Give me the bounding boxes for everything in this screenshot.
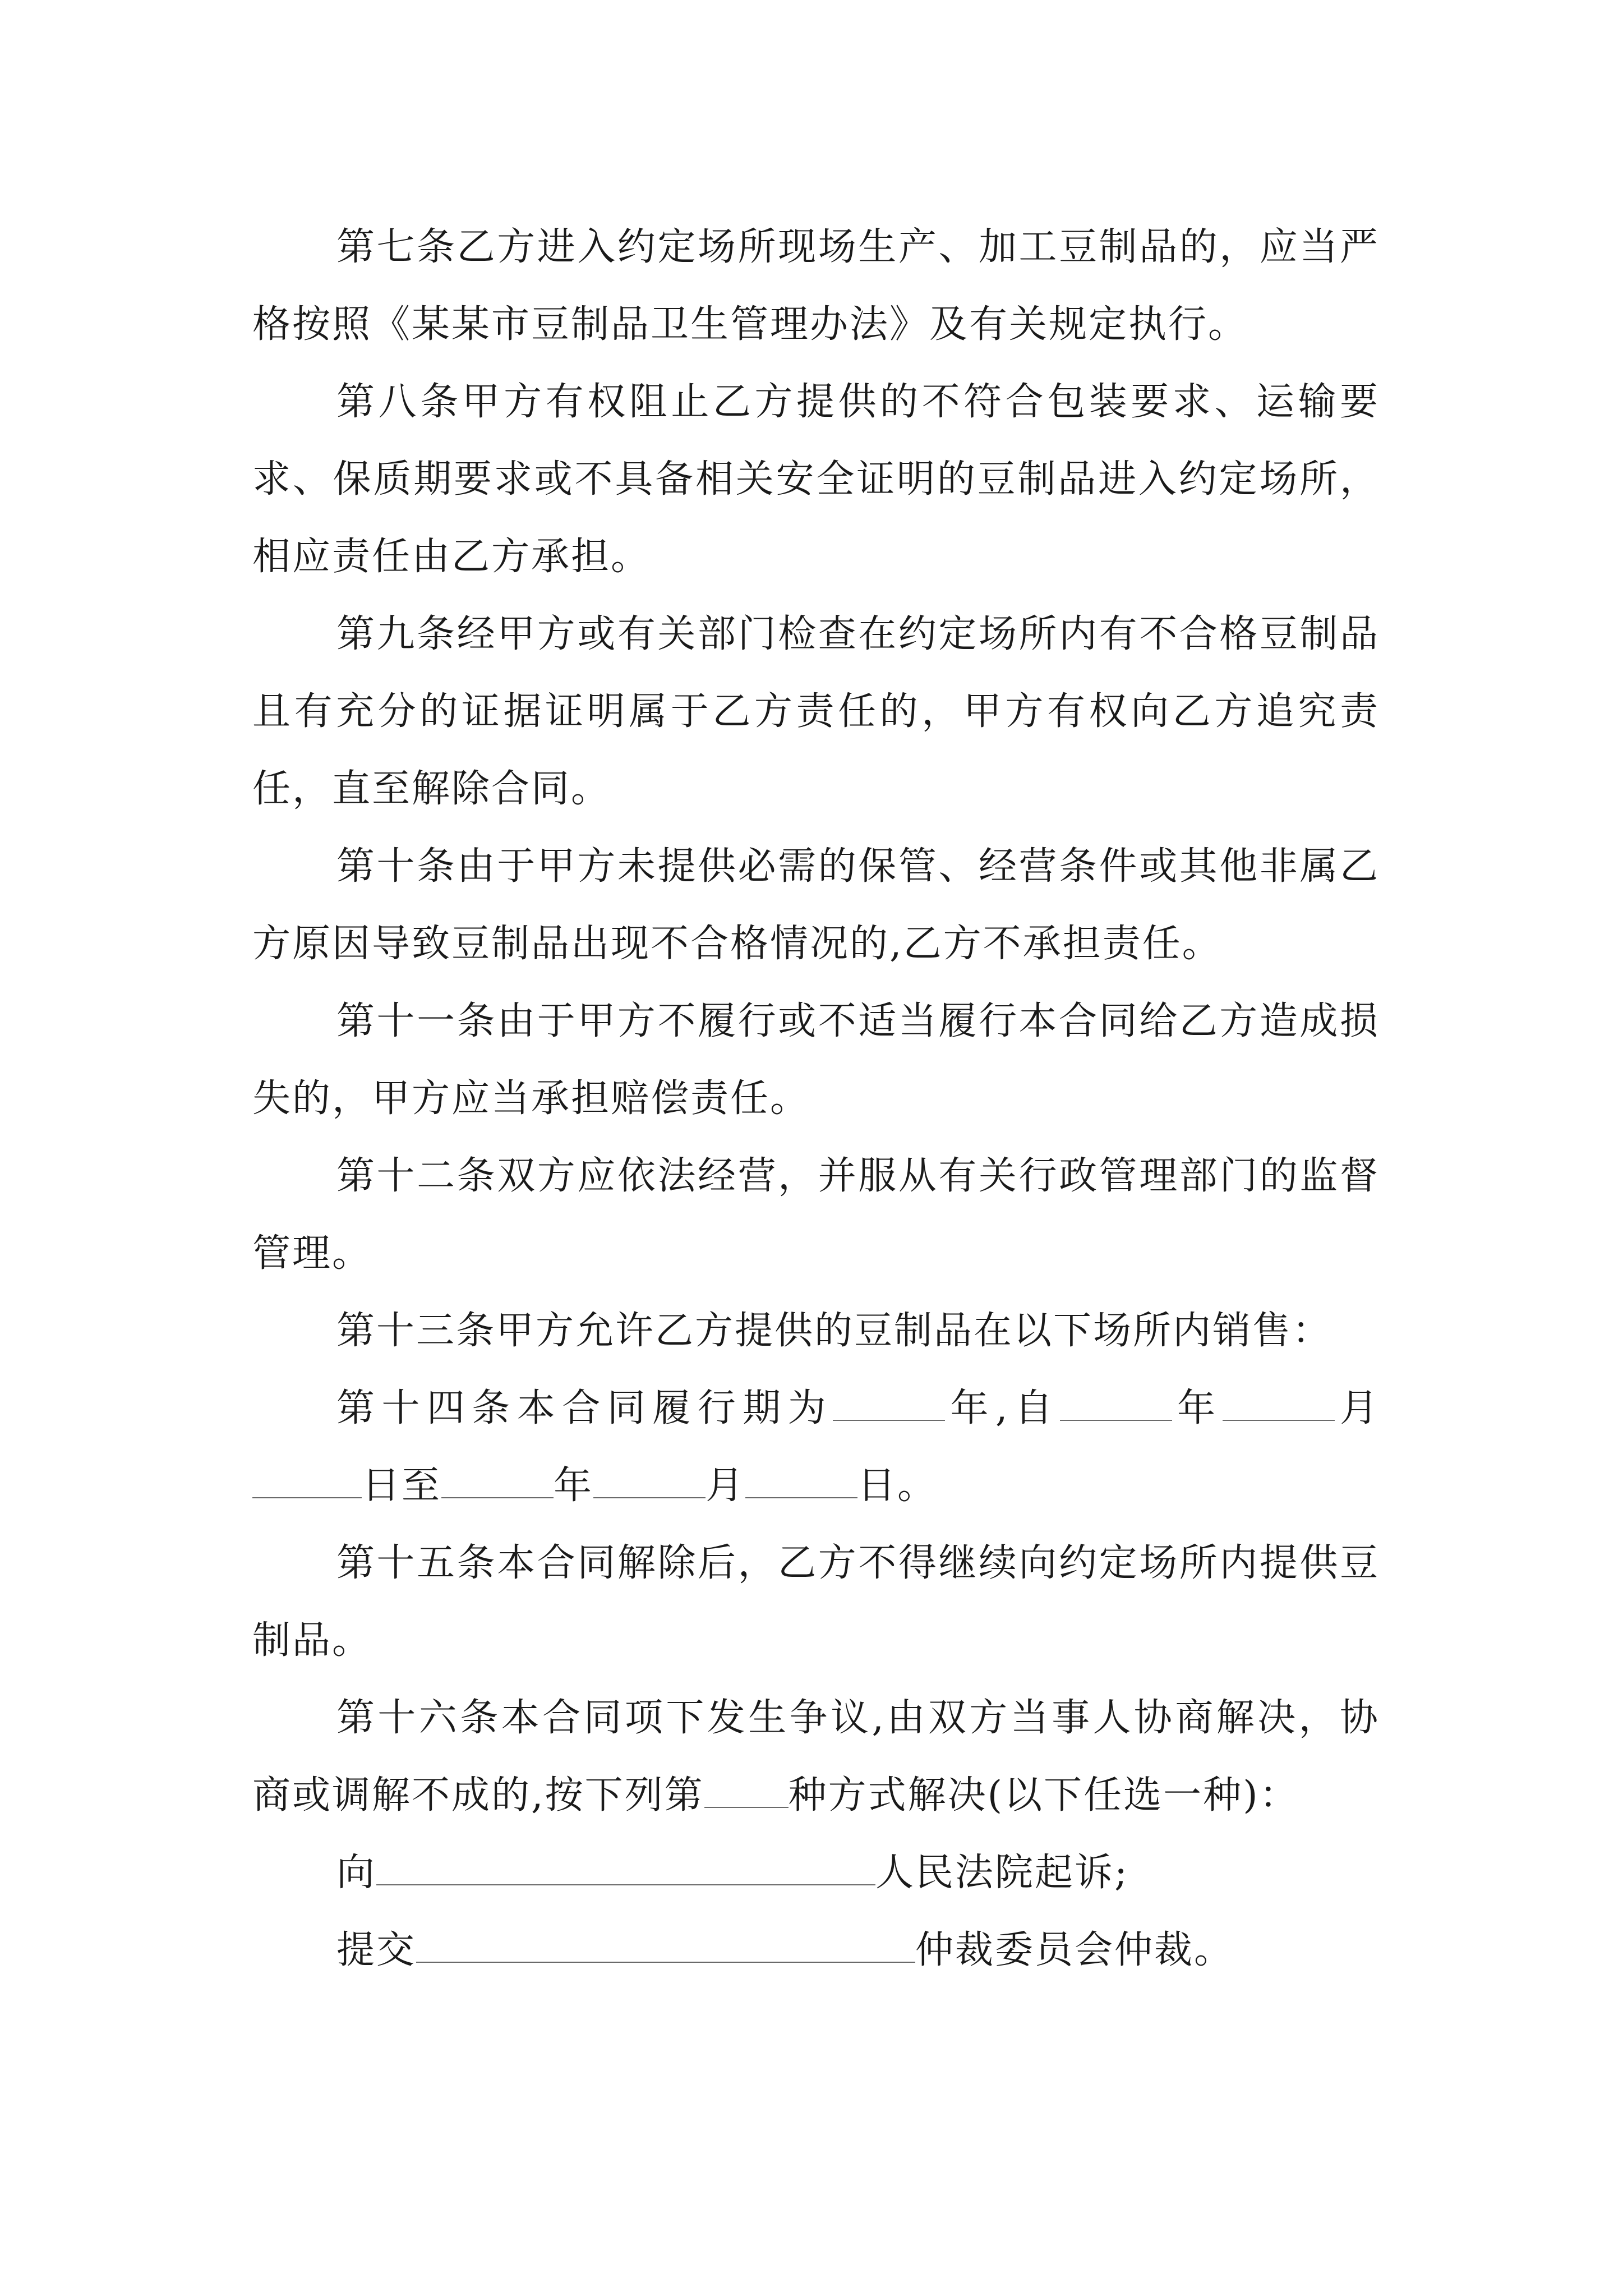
article-14-day-end: 日。 <box>857 1464 938 1508</box>
term-years-blank[interactable] <box>833 1387 945 1421</box>
option-arbitration-prefix: 提交 <box>336 1928 417 1972</box>
article-8: 第八条甲方有权阻止乙方提供的不符合包装要求、运输要求、保质期要求或不具备相关安全证明的豆制品进入约定场所，相应责任由乙方承担。 <box>252 380 1380 579</box>
start-year-blank[interactable] <box>1060 1387 1172 1421</box>
option-court-suffix: 人民法院起诉; <box>875 1851 1129 1895</box>
article-14-year-from: 年,自 <box>945 1386 1060 1430</box>
article-16-tail: 种方式解决(以下任选一种)： <box>788 1773 1299 1818</box>
article-12: 第十二条双方应依法经营，并服从有关行政管理部门的监督管理。 <box>252 1154 1380 1276</box>
article-16-lead: 第十六条本合同项下发生争议,由双方当事人协商解决，协商或调解不成的,按下列第 <box>252 1696 1380 1818</box>
start-month-blank[interactable] <box>1223 1387 1335 1421</box>
article-9: 第九条经甲方或有关部门检查在约定场所内有不合格豆制品且有充分的证据证明属于乙方责任的，甲方有权向乙方追究责任，直至解除合同。 <box>252 612 1380 811</box>
article-14-day-to: 日至 <box>362 1464 442 1508</box>
article-13: 第十三条甲方允许乙方提供的豆制品在以下场所内销售： <box>336 1309 1332 1353</box>
article-14-month-end: 月 <box>706 1464 746 1508</box>
end-year-blank[interactable] <box>441 1465 554 1498</box>
arbitration-committee-blank[interactable] <box>416 1929 915 1963</box>
article-14 <box>252 1370 1380 1525</box>
article-10: 第十条由于甲方未提供必需的保管、经营条件或其他非属乙方原因导致豆制品出现不合格情况的,乙方不承担责任。 <box>252 844 1380 966</box>
court-name-blank[interactable] <box>376 1852 875 1885</box>
article-7: 第七条乙方进入约定场所现场生产、加工豆制品的，应当严格按照《某某市豆制品卫生管理办法》及有关规定执行。 <box>252 225 1380 347</box>
article-15: 第十五条本合同解除后，乙方不得继续向约定场所内提供豆制品。 <box>252 1541 1380 1663</box>
option-arbitration <box>252 1912 1380 1989</box>
option-court <box>252 1834 1380 1912</box>
end-day-blank[interactable] <box>745 1465 857 1498</box>
start-day-blank[interactable] <box>252 1465 362 1498</box>
end-month-blank[interactable] <box>593 1465 706 1498</box>
article-14-year-end: 年 <box>554 1464 594 1508</box>
article-14-month: 月 <box>1334 1386 1380 1430</box>
dispute-method-blank[interactable] <box>704 1774 789 1808</box>
article-14-lead: 第十四条本合同履行期为 <box>336 1386 833 1430</box>
article-11: 第十一条由于甲方不履行或不适当履行本合同给乙方造成损失的，甲方应当承担赔偿责任。 <box>252 999 1380 1121</box>
article-14-year: 年 <box>1172 1386 1223 1430</box>
option-arbitration-suffix: 仲裁委员会仲裁。 <box>915 1928 1234 1972</box>
article-16 <box>252 1680 1380 1834</box>
contract-body <box>252 209 1380 1989</box>
option-court-prefix: 向 <box>336 1851 377 1895</box>
